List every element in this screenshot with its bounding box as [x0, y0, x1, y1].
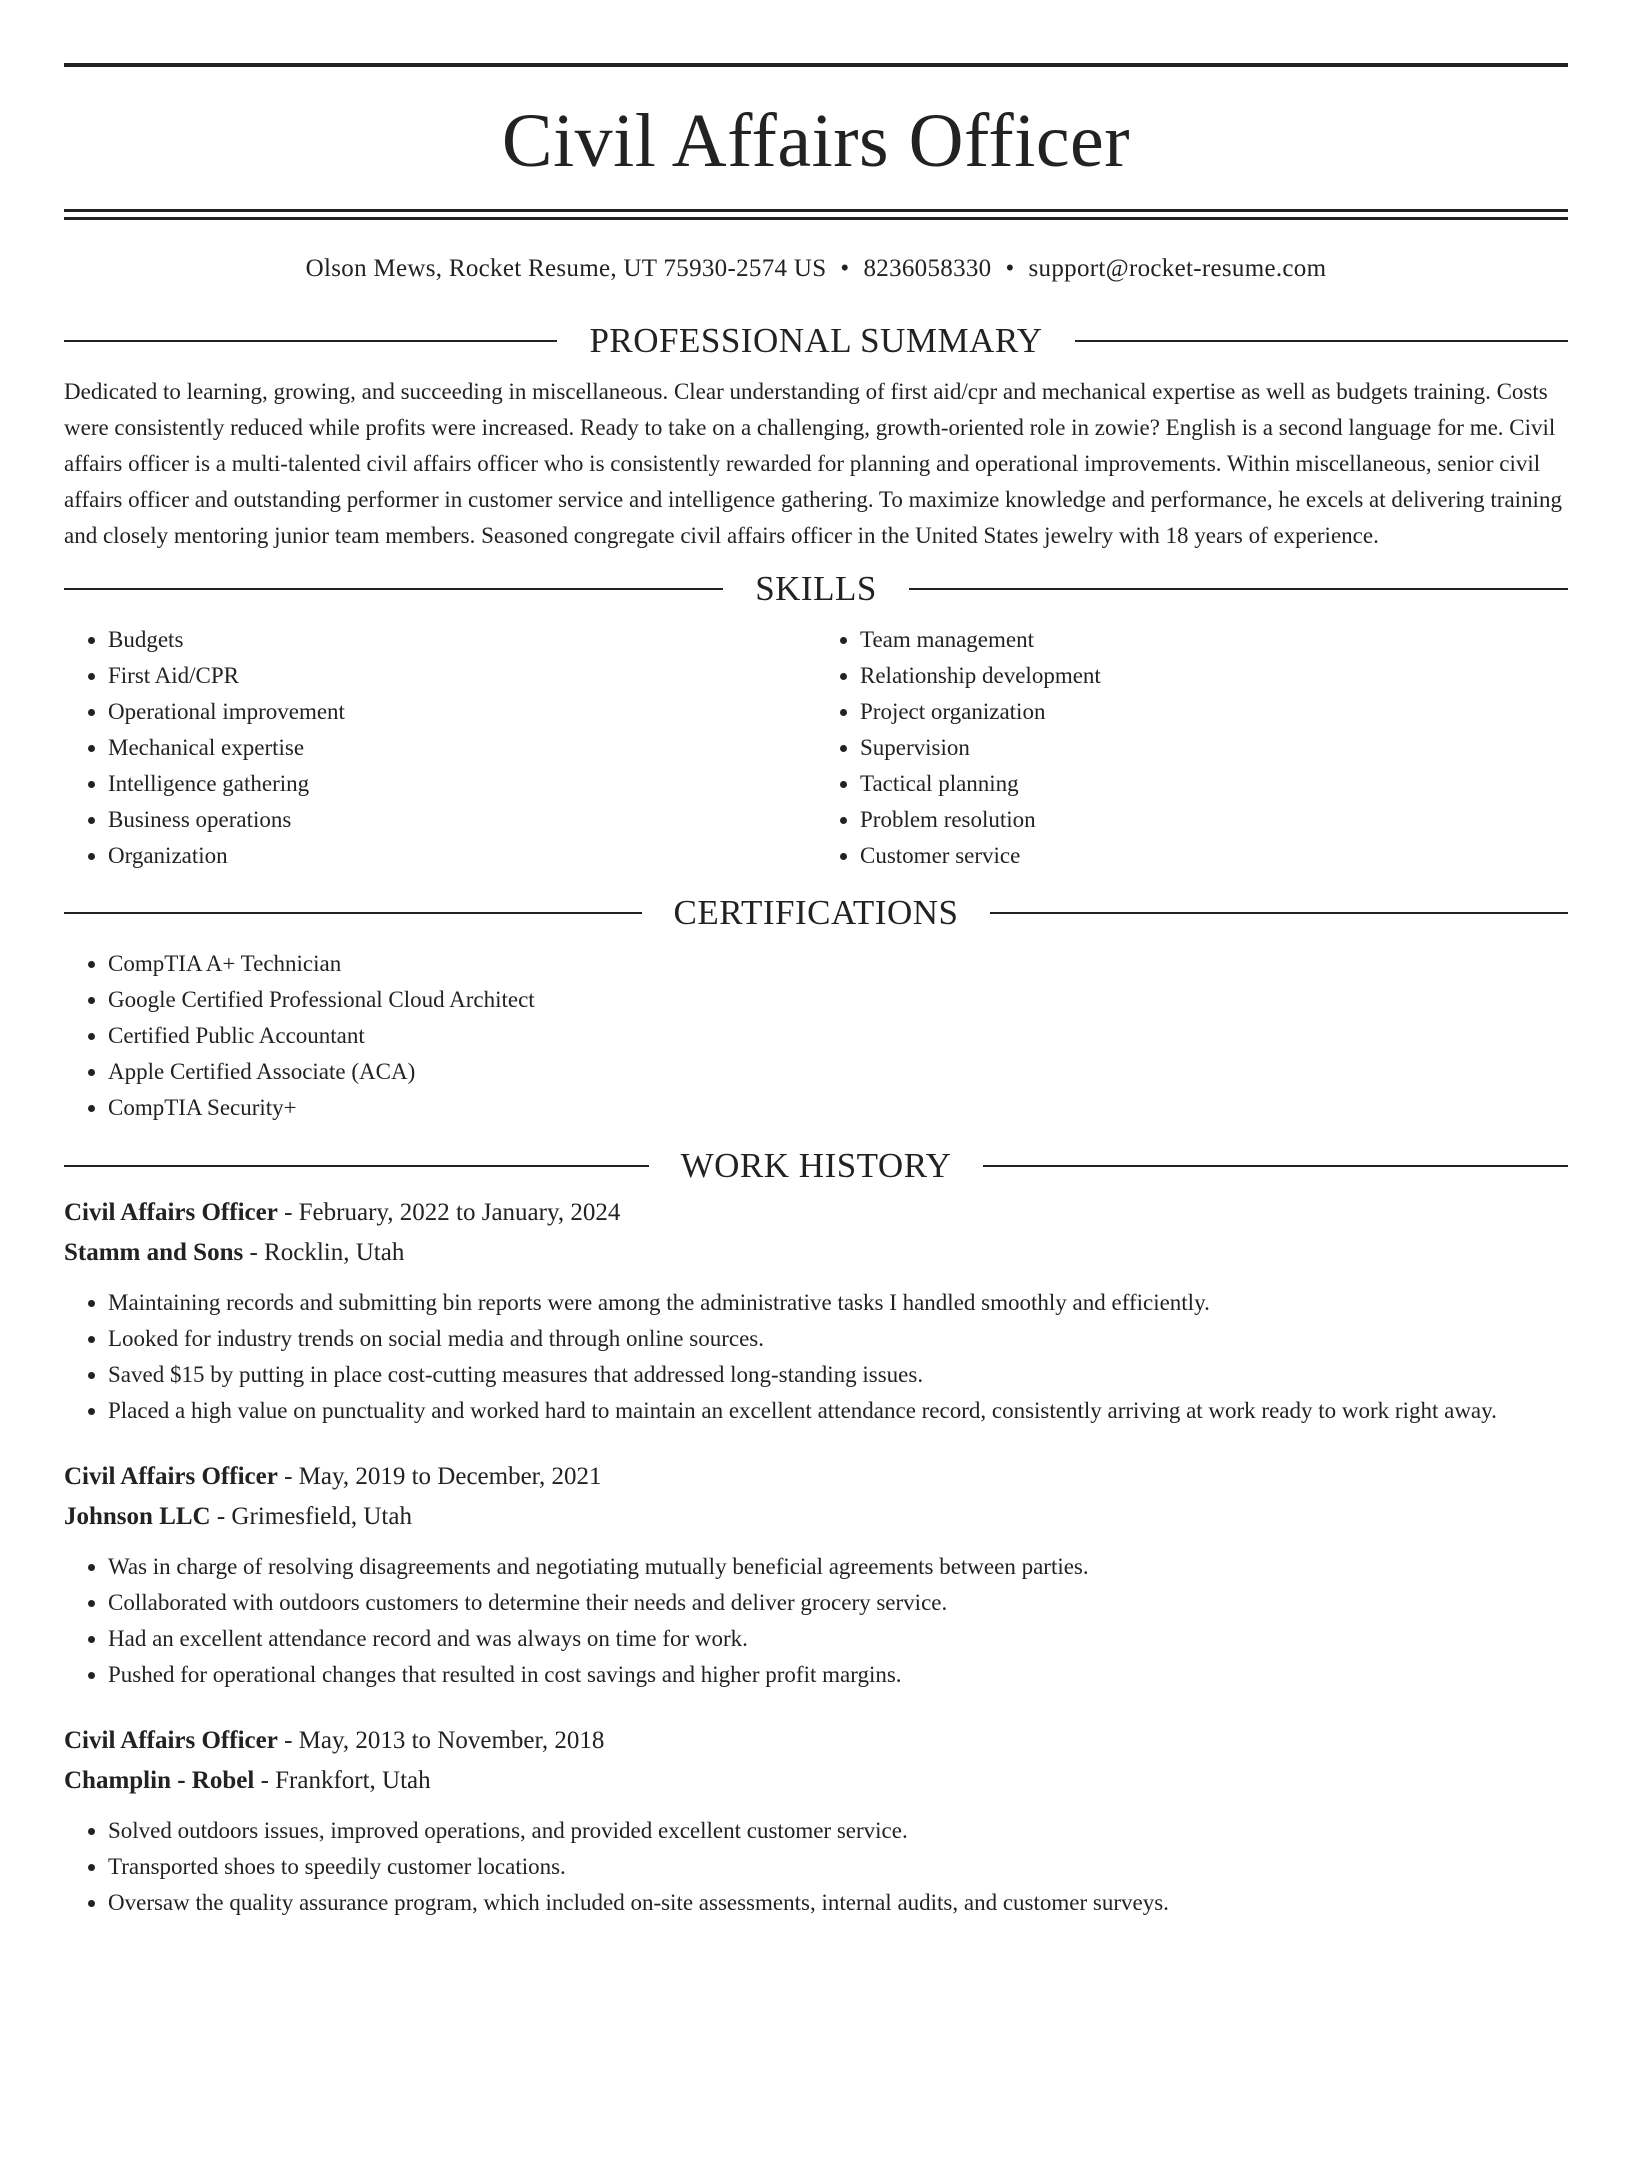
heading-rule-left: [64, 588, 723, 590]
job-bullet: • Was in charge of resolving disagreements and negotiating mutually beneficial agreements between parties.: [108, 1549, 1568, 1585]
skill-item: • Business operations: [108, 802, 816, 838]
job-bullets: [64, 1549, 1568, 1693]
heading-rule-left: [64, 912, 642, 914]
title-double-rule: [64, 209, 1568, 220]
skills-heading: [64, 571, 1568, 606]
job-bullet: • Looked for industry trends on social media and through online sources.: [108, 1321, 1568, 1357]
job-title-line: [64, 1193, 1568, 1233]
skill-item: • Operational improvement: [108, 694, 816, 730]
job-dates: - May, 2013 to November, 2018: [277, 1727, 605, 1754]
job-company-line: [64, 1761, 1568, 1801]
job-entry: [64, 1193, 1568, 1429]
contact-line: [64, 254, 1568, 284]
job-bullet: • Collaborated with outdoors customers to determine their needs and deliver grocery service.: [108, 1585, 1568, 1621]
skills-list-right: [816, 622, 1568, 874]
work-history-heading: [64, 1148, 1568, 1183]
skill-item: • Customer service: [860, 838, 1568, 874]
contact-phone: 8236058330: [863, 255, 992, 282]
job-location: - Grimesfield, Utah: [210, 1503, 412, 1530]
job-location: - Frankfort, Utah: [254, 1767, 431, 1794]
job-bullet: • Had an excellent attendance record and was always on time for work.: [108, 1621, 1568, 1657]
skills-grid: [64, 622, 1568, 874]
job-title-line: [64, 1721, 1568, 1761]
job-location: - Rocklin, Utah: [243, 1239, 405, 1266]
resume-page: [0, 63, 1632, 2175]
job-bullet: • Transported shoes to speedily customer locations.: [108, 1849, 1568, 1885]
work-history-heading-text: WORK HISTORY: [680, 1146, 952, 1185]
skill-item: • Supervision: [860, 730, 1568, 766]
contact-email: support@rocket-resume.com: [1028, 255, 1327, 282]
job-bullet: • Pushed for operational changes that resulted in cost savings and higher profit margins.: [108, 1657, 1568, 1693]
skill-item: • Tactical planning: [860, 766, 1568, 802]
job-bullet: • Maintaining records and submitting bin reports were among the administrative tasks I handled smoothly and efficiently.: [108, 1285, 1568, 1321]
resume-title: Civil Affairs Officer: [501, 99, 1131, 183]
skills-list-left: [64, 622, 816, 874]
certification-item: • Google Certified Professional Cloud Architect: [108, 982, 1568, 1018]
job-bullet: • Saved $15 by putting in place cost-cutting measures that addressed long-standing issues.: [108, 1357, 1568, 1393]
job-bullet: • Oversaw the quality assurance program, which included on-site assessments, internal audits, and customer surveys.: [108, 1885, 1568, 1921]
skill-item: • First Aid/CPR: [108, 658, 816, 694]
summary-heading-text: PROFESSIONAL SUMMARY: [589, 321, 1043, 360]
job-company-line: [64, 1497, 1568, 1537]
job-entry: [64, 1721, 1568, 1921]
job-entry: [64, 1457, 1568, 1693]
summary-heading: [64, 323, 1568, 358]
job-company: Champlin - Robel: [64, 1767, 255, 1794]
skill-item: • Intelligence gathering: [108, 766, 816, 802]
job-dates: - February, 2022 to January, 2024: [277, 1199, 621, 1226]
skill-item: • Problem resolution: [860, 802, 1568, 838]
certification-item: • CompTIA A+ Technician: [108, 946, 1568, 982]
job-title-line: [64, 1457, 1568, 1497]
job-role: Civil Affairs Officer: [64, 1199, 278, 1226]
certifications-heading: [64, 895, 1568, 930]
skill-item: • Budgets: [108, 622, 816, 658]
job-dates: - May, 2019 to December, 2021: [277, 1463, 602, 1490]
certification-item: • Apple Certified Associate (ACA): [108, 1054, 1568, 1090]
skill-item: • Relationship development: [860, 658, 1568, 694]
skill-item: • Team management: [860, 622, 1568, 658]
heading-rule-right: [1075, 340, 1568, 342]
job-company-line: [64, 1233, 1568, 1273]
skill-item: • Mechanical expertise: [108, 730, 816, 766]
summary-text: Dedicated to learning, growing, and succeeding in miscellaneous. Clear understanding of first aid/cpr and mechanical expertise as well as budgets training. Costs were consistently reduced while profits were increased. Ready to take on a challenging, growth-oriented role in zowie? English is a second language for me. Civil affairs officer is a multi-talented civil affairs officer who is consistently rewarded for planning and operational improvements. Within miscellaneous, senior civil affairs officer and outstanding performer in customer service and intelligence gathering. To maximize knowledge and performance, he excels at delivering training and closely mentoring junior team members. Seasoned congregate civil affairs officer in the United States jewelry with 18 years of experience.: [64, 379, 1562, 548]
contact-separator: •: [840, 255, 850, 282]
job-role: Civil Affairs Officer: [64, 1727, 278, 1754]
skill-item: • Project organization: [860, 694, 1568, 730]
certifications-list: [64, 946, 1568, 1126]
job-bullet: • Solved outdoors issues, improved operations, and provided excellent customer service.: [108, 1813, 1568, 1849]
job-bullet: • Placed a high value on punctuality and worked hard to maintain an excellent attendance record, consistently arriving at work ready to work right away.: [108, 1393, 1568, 1429]
heading-rule-right: [983, 1165, 1568, 1167]
job-bullets: [64, 1285, 1568, 1429]
job-company: Stamm and Sons: [64, 1239, 244, 1266]
certifications-heading-text: CERTIFICATIONS: [673, 893, 959, 932]
job-role: Civil Affairs Officer: [64, 1463, 278, 1490]
heading-rule-left: [64, 1165, 649, 1167]
skill-item: • Organization: [108, 838, 816, 874]
heading-rule-left: [64, 340, 557, 342]
skills-heading-text: SKILLS: [755, 569, 877, 608]
contact-separator: •: [1005, 255, 1015, 282]
certification-item: • CompTIA Security+: [108, 1090, 1568, 1126]
contact-address: Olson Mews, Rocket Resume, UT 75930-2574 US: [305, 255, 827, 282]
heading-rule-right: [990, 912, 1568, 914]
job-bullets: [64, 1813, 1568, 1921]
job-company: Johnson LLC: [64, 1503, 211, 1530]
heading-rule-right: [909, 588, 1568, 590]
certification-item: • Certified Public Accountant: [108, 1018, 1568, 1054]
